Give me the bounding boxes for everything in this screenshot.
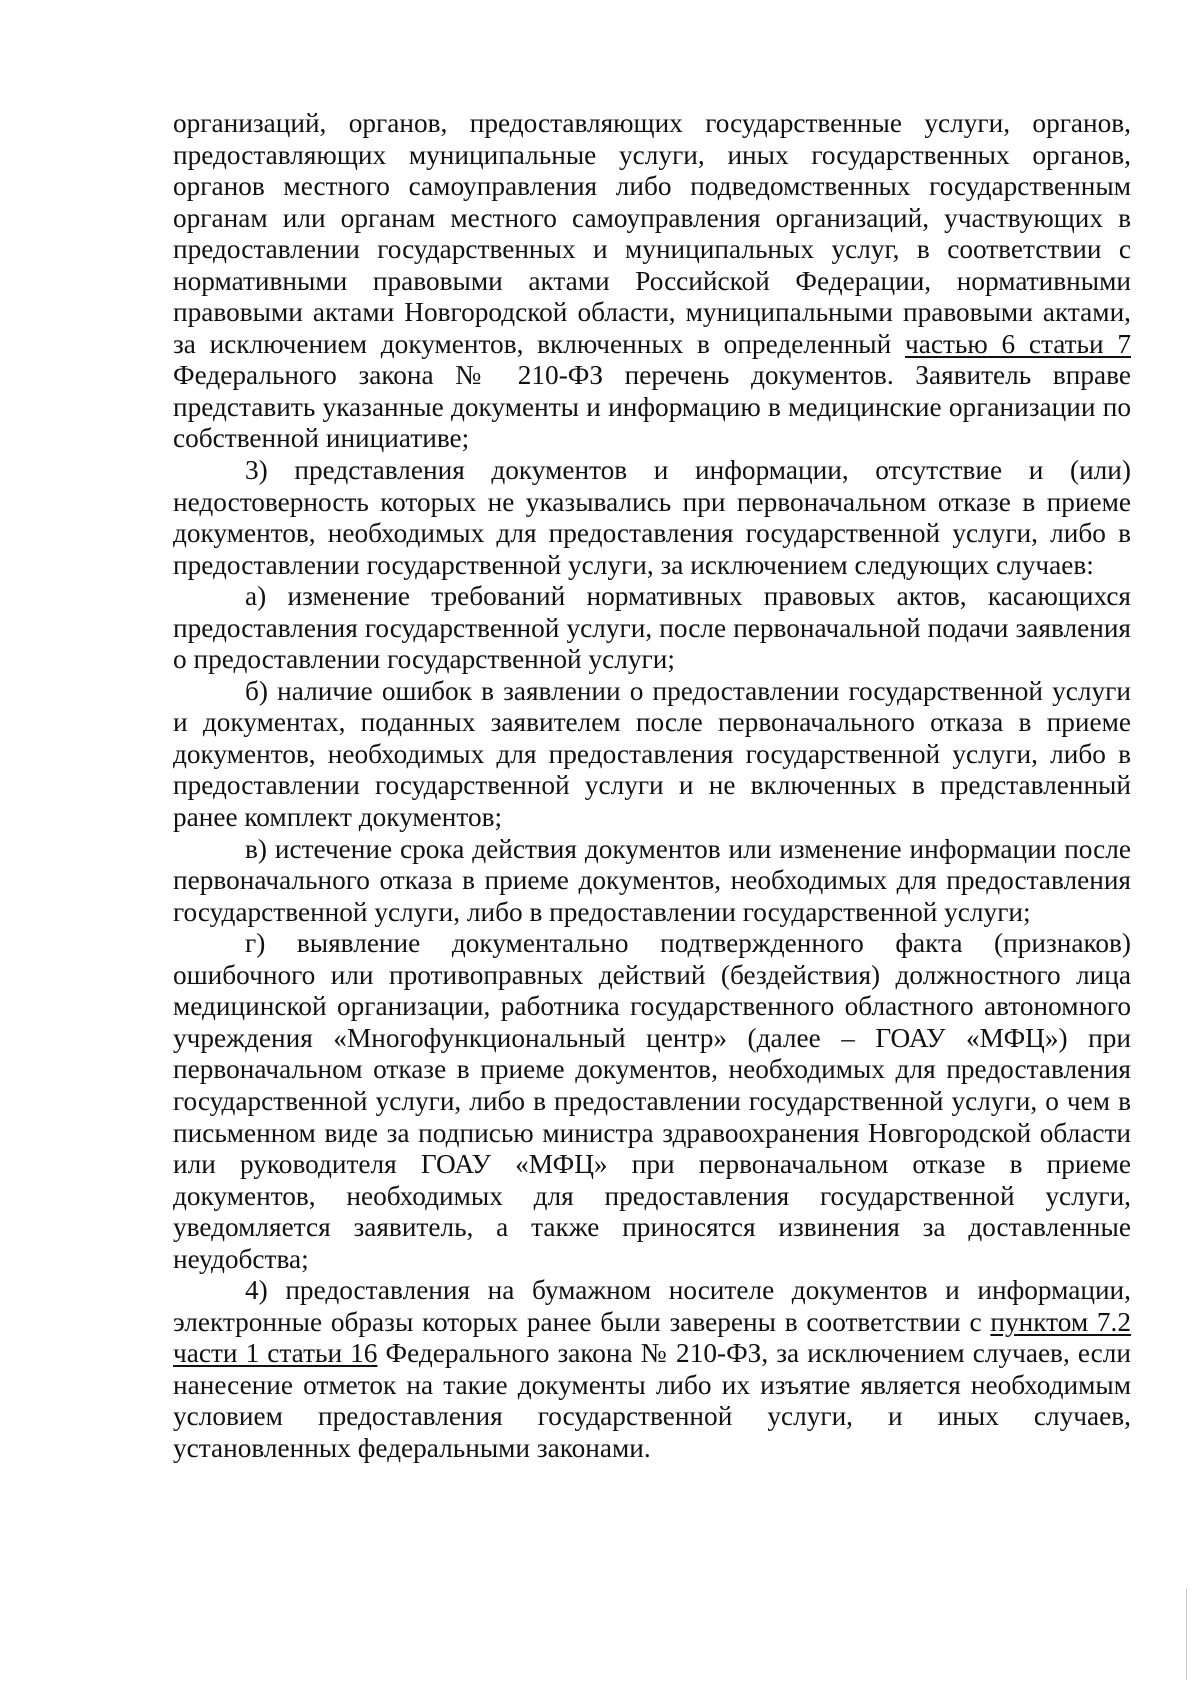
paragraph-item-3: 3) представления документов и информации, отсутствие и (или) недостоверность которых не указывались при первоначальном отказе в приеме документов, необходимых для предоставления государственной услуги, либо в предоставлении государственной услуги, за исключением следующих случаев: <box>173 455 1131 580</box>
scan-edge-line <box>1186 1588 1187 1680</box>
paragraph-subitem-a: а) изменение требований нормативных правовых актов, касающихся предоставления государственной услуги, после первоначальной подачи заявления о предоставлении государственной услуги; <box>173 581 1131 675</box>
paragraph-text: организаций, органов, предоставляющих государственные услуги, органов, предоставляющих муниципальные услуги, иных государственных органов, органов местного самоуправления либо подведомственных государственным органам или органам местного самоуправления организаций, участвующих в предоставлении государственных и муниципальных услуг, в соответствии с нормативными правовыми актами Российской Федерации, нормативными правовыми актами Новгородской области, муниципальными правовыми актами, за исключением документов, включенных в определенный <box>173 108 1131 359</box>
paragraph-text: Федерального закона № 210-ФЗ, за исключением случаев, если нанесение отметок на такие документы либо их изъятие является необходимым условием предоставления государственной услуги, и иных случаев, установленных федеральными законами. <box>173 1338 1131 1463</box>
paragraph-text: 4) предоставления на бумажном носителе документов и информации, электронные образы которых ранее были заверены в соответствии с <box>173 1275 1131 1337</box>
paragraph-item-4 <box>173 1275 1131 1464</box>
law-reference-link[interactable]: пунктом 7.2 части 1 статьи 16 <box>173 1306 1132 1369</box>
paragraph-subitem-v: в) истечение срока действия документов или изменение информации после первоначального отказа в приеме документов, необходимых для предоставления государственной услуги, либо в предоставлении государственной услуги; <box>173 833 1131 927</box>
paragraph-text: Федерального закона № 210-ФЗ перечень документов. Заявитель вправе представить указанные документы и информацию в медицинские организации по собственной инициативе; <box>173 360 1131 454</box>
paragraph-continuation <box>173 108 1131 455</box>
law-reference-link[interactable]: частью 6 статьи 7 <box>904 328 1131 359</box>
paragraph-subitem-b: б) наличие ошибок в заявлении о предоставлении государственной услуги и документах, поданных заявителем после первоначального отказа в приеме документов, необходимых для предоставления государственной услуги, либо в предоставлении государственной услуги и не включенных в представленный ранее комплект документов; <box>173 675 1131 833</box>
paragraph-subitem-g: г) выявление документально подтвержденного факта (признаков) ошибочного или противоправных действий (бездействия) должностного лица медицинской организации, работника государственного областного автономного учреждения «Многофункциональный центр» (далее – ГОАУ «МФЦ») при первоначальном отказе в приеме документов, необходимых для предоставления государственной услуги, либо в предоставлении государственной услуги, о чем в письменном виде за подписью министра здравоохранения Новгородской области или руководителя ГОАУ «МФЦ» при первоначальном отказе в приеме документов, необходимых для предоставления государственной услуги, уведомляется заявитель, а также приносятся извинения за доставленные неудобства; <box>173 928 1131 1274</box>
document-body <box>173 108 1131 1465</box>
